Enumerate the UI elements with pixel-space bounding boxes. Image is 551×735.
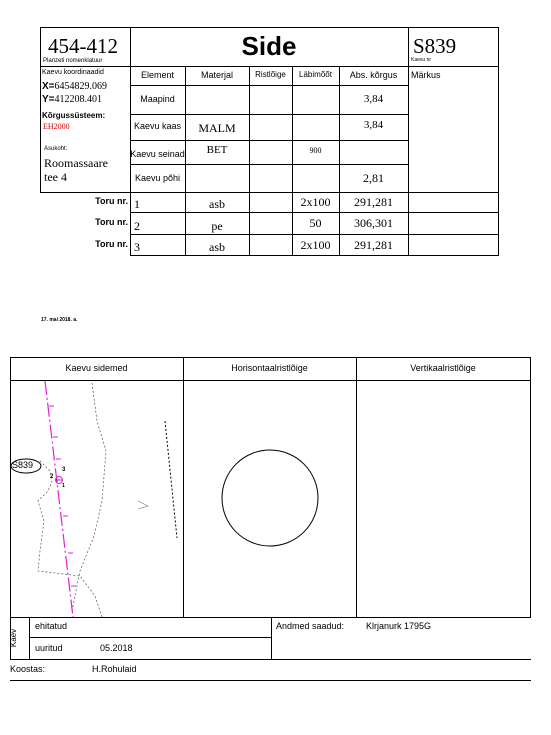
height-system-label: Kõrgussüsteem: <box>42 111 106 120</box>
col-header-notes: Märkus <box>411 70 441 80</box>
col-header-element: Element <box>140 70 175 80</box>
pipe-material: pe <box>211 219 223 233</box>
row-element: Kaevu kaas <box>133 121 182 131</box>
author-label: Koostas: <box>10 664 46 674</box>
height-system-value: EH2000 <box>43 122 70 131</box>
source-value: Klrjanurk 1795G <box>366 621 432 631</box>
page-title: Side <box>241 31 297 61</box>
pipe-nr: 1 <box>134 197 140 211</box>
y-label: Y= <box>42 94 55 105</box>
well-tag: S839 <box>12 460 34 470</box>
source-label: Andmed saadud: <box>276 621 345 631</box>
pipe-diameter: 2x100 <box>300 238 331 252</box>
row-element: Kaevu põhi <box>134 173 181 183</box>
pipe-label: Toru nr. <box>95 217 128 227</box>
row-height: 2,81 <box>363 171 384 185</box>
row-element: Kaevu seinad <box>130 149 185 159</box>
pipe-nr: 2 <box>134 219 140 233</box>
pipe-height: 306,301 <box>354 216 393 230</box>
surveyed-label: uuritud <box>35 643 63 653</box>
col-header-material: Materjal <box>200 70 233 80</box>
col-header-diameter: Läbimõõt <box>299 70 332 79</box>
built-label: ehitatud <box>35 621 68 631</box>
x-label: X= <box>42 81 55 92</box>
date-label: 17. mai 2018. a. <box>41 317 78 323</box>
row-material: BET <box>206 144 228 156</box>
row-element: Maapind <box>140 94 175 104</box>
y-value: 412208.401 <box>54 94 103 105</box>
author-value: H.Rohulaid <box>92 664 137 674</box>
pipe-number-3: 3 <box>62 467 66 473</box>
pipe-diameter: 50 <box>309 216 322 230</box>
col-header-height: Abs. kõrgus <box>349 70 398 80</box>
pipe-label: Toru nr. <box>95 196 128 206</box>
coords-label: Kaevu koordinaadid <box>42 69 104 76</box>
location-line-2: tee 4 <box>44 170 67 184</box>
panel-title-vertical-section: Vertikaalristlõige <box>410 363 476 373</box>
pipe-diameter: 2x100 <box>300 195 331 209</box>
row-diameter: 900 <box>309 146 322 155</box>
row-material: MALM <box>198 121 236 135</box>
pipe-material: asb <box>209 240 225 254</box>
row-height: 3,84 <box>363 119 384 131</box>
well-number: S839 <box>413 34 457 58</box>
col-header-section: Ristlõige <box>255 70 286 79</box>
horizontal-section-drawing <box>184 381 356 617</box>
x-coordinate <box>42 82 107 92</box>
connections-sketch <box>10 381 183 617</box>
footer-side-label: Kaev <box>9 628 19 648</box>
well-number-label: Kaevu nr <box>411 57 432 63</box>
pipe-height: 291,281 <box>354 195 393 209</box>
y-coordinate <box>42 95 102 105</box>
nomenclature-label: Planzeti nomenklatuur <box>43 58 103 64</box>
pipe-nr: 3 <box>134 240 140 254</box>
pipe-label: Toru nr. <box>95 239 128 249</box>
panel-title-connections: Kaevu sidemed <box>65 363 128 373</box>
pipe-height: 291,281 <box>354 238 393 252</box>
row-height: 3,84 <box>363 93 384 105</box>
nomenclature-code: 454-412 <box>48 34 118 58</box>
panel-title-horizontal-section: Horisontaalristlõige <box>231 363 308 373</box>
location-line-1: Roomassaare <box>44 156 108 170</box>
pipe-material: asb <box>209 197 225 211</box>
pipe-number-2: 2 <box>50 474 54 480</box>
x-value: 6454829.069 <box>54 81 108 92</box>
location-label: Asukoht: <box>44 146 68 152</box>
surveyed-value: 05.2018 <box>100 643 133 653</box>
pipe-number-1: 1 <box>62 483 65 489</box>
